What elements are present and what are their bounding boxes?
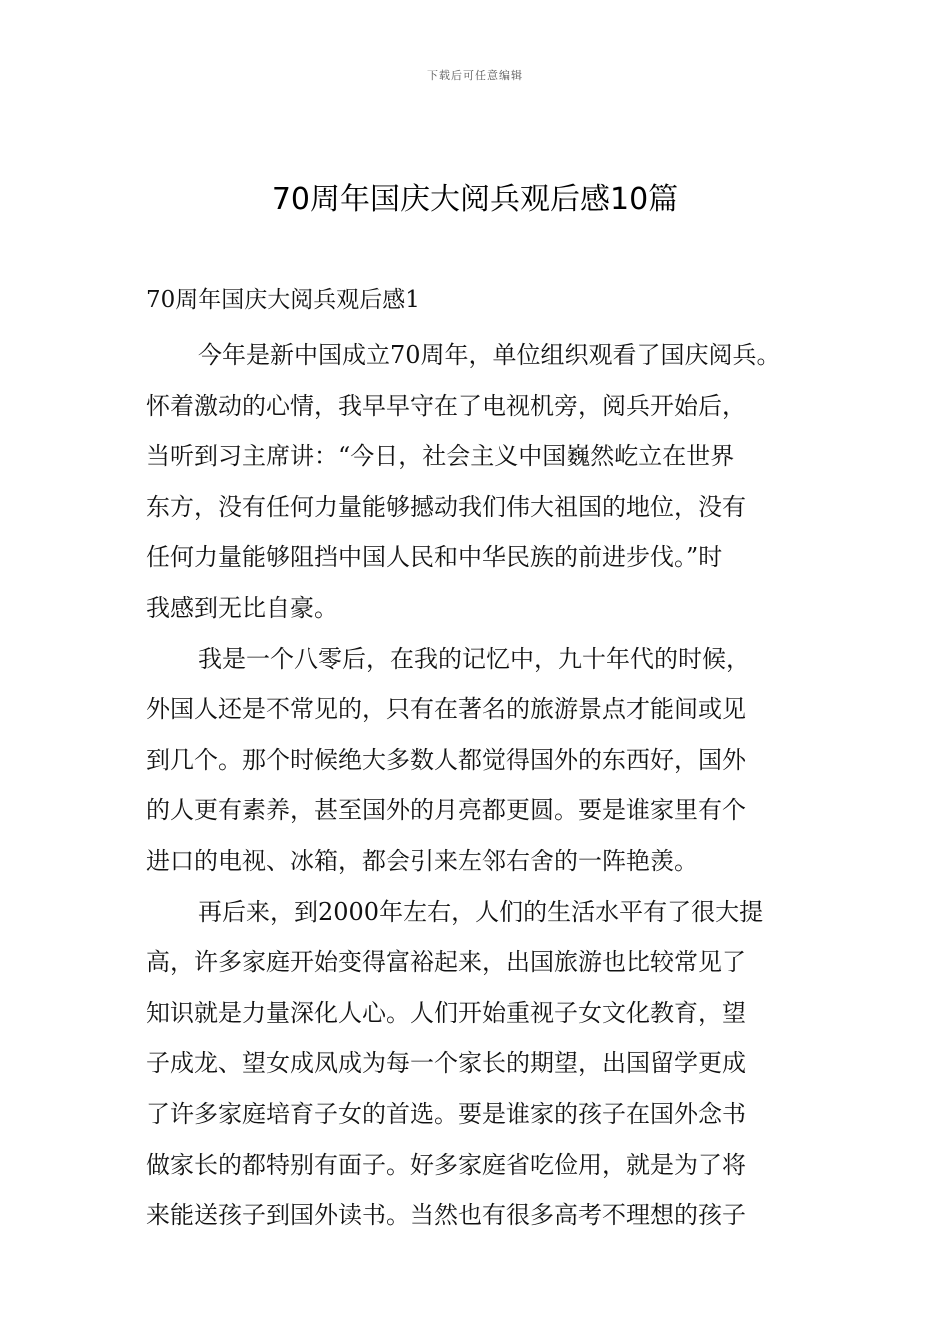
paragraph-line: 知识就是力量深化人心。人们开始重视子女文化教育，望 xyxy=(146,998,746,1027)
paragraph-line: 到几个。那个时候绝大多数人都觉得国外的东西好，国外 xyxy=(146,745,746,774)
section-heading: 70周年国庆大阅兵观后感1 xyxy=(146,287,420,313)
paragraph-line: 外国人还是不常见的，只有在著名的旅游景点才能间或见 xyxy=(146,695,746,724)
paragraph-line: 来能送孩子到国外读书。当然也有很多高考不理想的孩子 xyxy=(146,1201,746,1230)
paragraph-line: 再后来，到2000年左右，人们的生活水平有了很大提 xyxy=(198,897,764,926)
paragraph-line: 进口的电视、冰箱，都会引来左邻右舍的一阵艳羡。 xyxy=(146,846,698,875)
paragraph-line: 当听到习主席讲：“今日，社会主义中国巍然屹立在世界 xyxy=(146,442,735,471)
paragraph-1 xyxy=(146,330,811,634)
paragraph-line: 高，许多家庭开始变得富裕起来，出国旅游也比较常见了 xyxy=(146,948,746,977)
document-body xyxy=(146,280,811,1241)
paragraph-line: 东方，没有任何力量能够撼动我们伟大祖国的地位，没有 xyxy=(146,492,746,521)
paragraph-line: 任何力量能够阻挡中国人民和中华民族的前进步伐。”时 xyxy=(146,543,723,572)
paragraph-line: 今年是新中国成立70周年，单位组织观看了国庆阅兵。 xyxy=(198,341,781,369)
paragraph-line: 了许多家庭培育子女的首选。要是谁家的孩子在国外念书 xyxy=(146,1099,746,1128)
paragraph-3 xyxy=(146,887,811,1241)
paragraph-2 xyxy=(146,634,811,887)
document-title: 70周年国庆大阅兵观后感10篇 xyxy=(271,182,679,217)
header-note: 下载后可任意编辑 xyxy=(427,69,523,82)
paragraph-line: 的人更有素养，甚至国外的月亮都更圆。要是谁家里有个 xyxy=(146,796,746,825)
paragraph-line: 我感到无比自豪。 xyxy=(146,593,338,622)
paragraph-line: 做家长的都特别有面子。好多家庭省吃俭用，就是为了将 xyxy=(146,1150,746,1179)
paragraph-line: 子成龙、望女成凤成为每一个家长的期望，出国留学更成 xyxy=(146,1049,746,1078)
paragraph-line: 我是一个八零后，在我的记忆中，九十年代的时候， xyxy=(198,644,750,673)
paragraph-line: 怀着激动的心情，我早早守在了电视机旁，阅兵开始后， xyxy=(146,391,746,420)
